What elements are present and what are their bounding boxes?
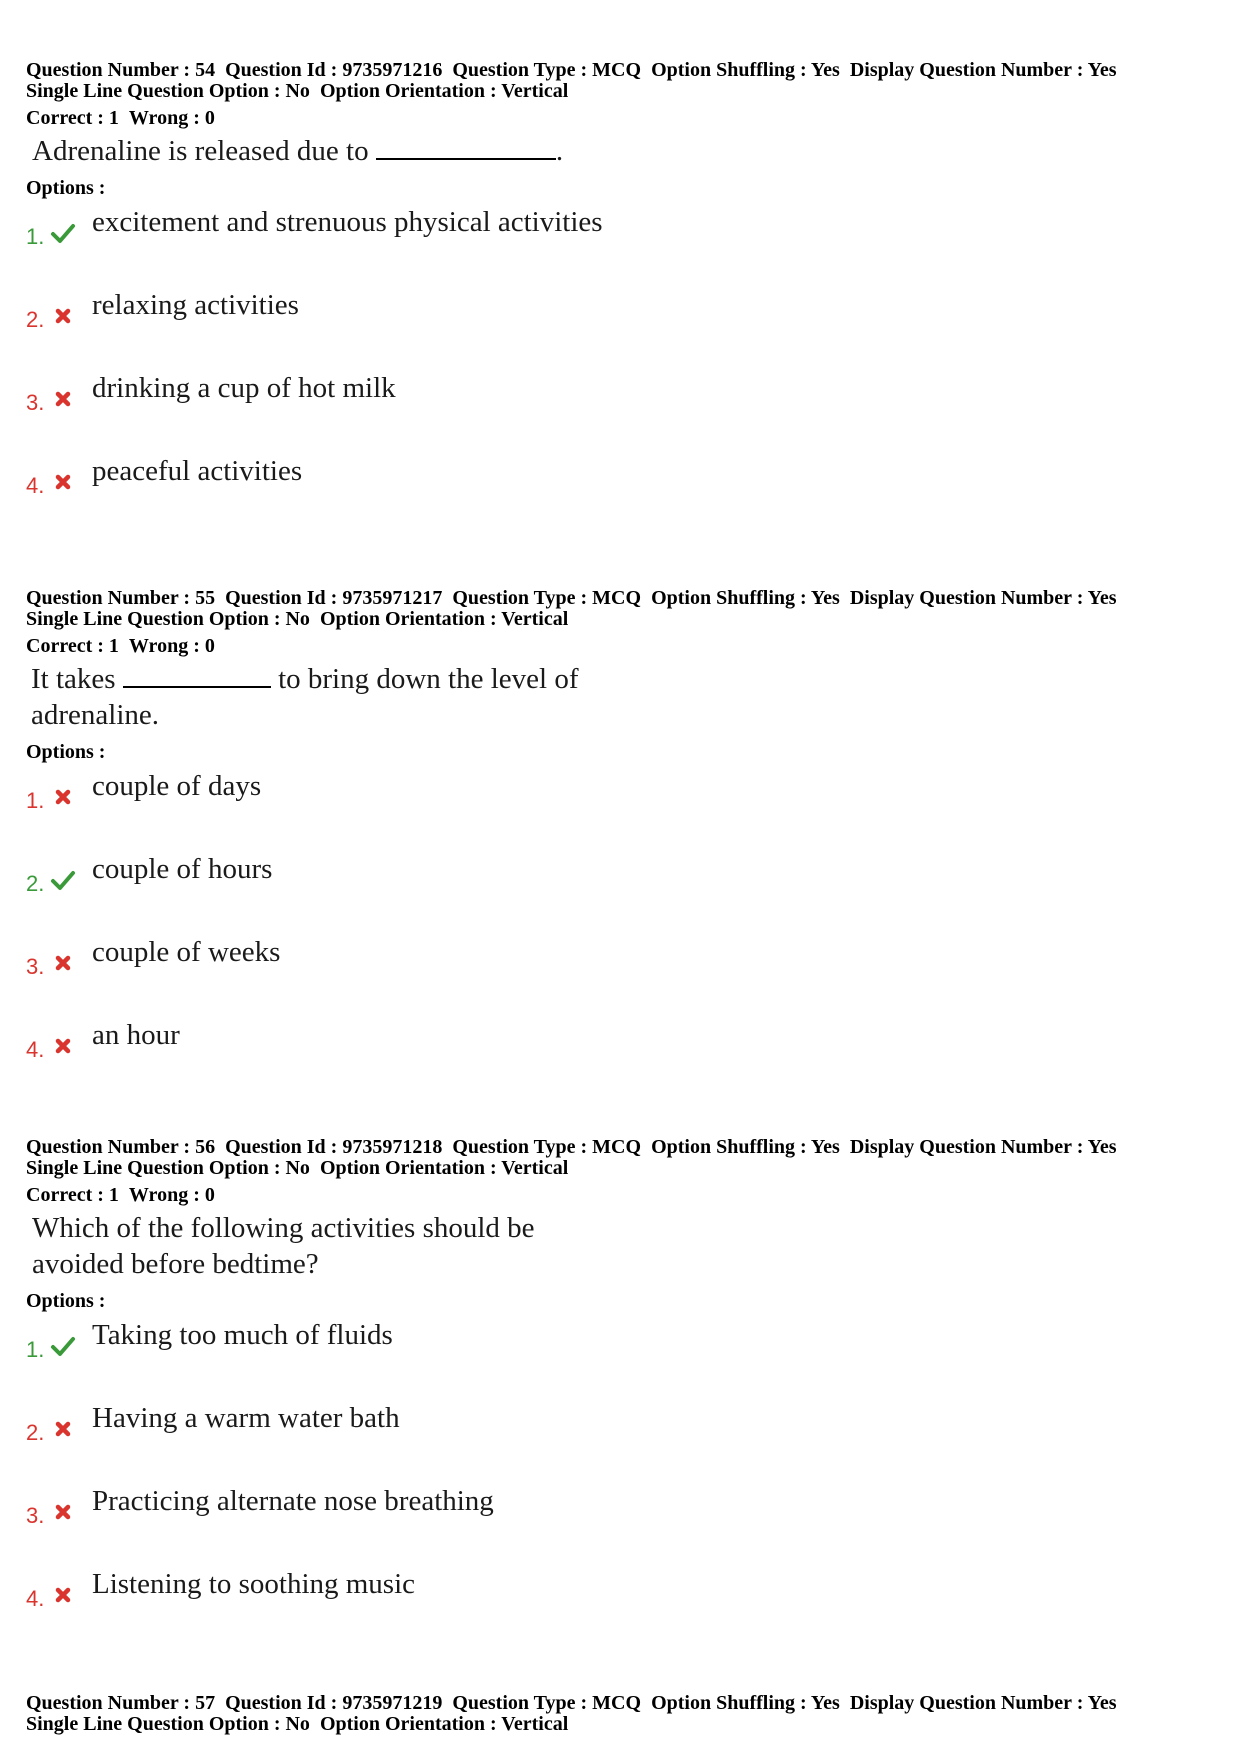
options-label: Options : [26, 741, 106, 763]
question-number: Question Number : 57 [26, 1692, 216, 1714]
options-label: Options : [26, 1290, 106, 1312]
option-text: excitement and strenuous physical activities [92, 206, 603, 238]
option-item [26, 200, 1226, 283]
wrong-marks: Wrong : 0 [128, 635, 215, 657]
option-orientation: Option Orientation : Vertical [319, 1157, 569, 1179]
option-number: 1. [26, 224, 45, 249]
option-number: 4. [26, 473, 45, 498]
question-meta-line1 [26, 588, 1226, 609]
score-line [26, 635, 1226, 657]
question-number: Question Number : 56 [26, 1136, 216, 1158]
option-text: couple of hours [92, 853, 273, 885]
option-text: peaceful activities [92, 455, 303, 487]
question-meta-line2 [26, 1714, 1226, 1735]
option-orientation: Option Orientation : Vertical [319, 1713, 569, 1735]
question-block-57 [26, 1693, 1226, 1735]
option-shuffling: Option Shuffling : Yes [651, 1692, 840, 1714]
cross-icon [50, 784, 76, 810]
question-meta-line1 [26, 60, 1226, 81]
correct-marks: Correct : 1 [26, 1184, 119, 1206]
question-type: Question Type : MCQ [452, 1692, 642, 1714]
correct-marks: Correct : 1 [26, 635, 119, 657]
option-shuffling: Option Shuffling : Yes [651, 59, 840, 81]
option-shuffling: Option Shuffling : Yes [651, 1136, 840, 1158]
single-line-option: Single Line Question Option : No [26, 1157, 310, 1179]
check-icon [50, 220, 76, 246]
question-block-55 [26, 588, 1226, 1096]
option-item [26, 449, 1226, 532]
question-id: Question Id : 9735971216 [225, 59, 443, 81]
option-text: couple of weeks [92, 936, 281, 968]
correct-marks: Correct : 1 [26, 107, 119, 129]
question-type: Question Type : MCQ [452, 587, 642, 609]
option-number: 1. [26, 788, 45, 813]
cross-icon [50, 1499, 76, 1525]
option-text: an hour [92, 1019, 180, 1051]
cross-icon [50, 1033, 76, 1059]
option-number: 3. [26, 390, 45, 415]
option-item [26, 1313, 1226, 1396]
score-line [26, 107, 1226, 129]
fill-blank [376, 134, 556, 160]
question-id: Question Id : 9735971218 [225, 1136, 443, 1158]
option-text: Practicing alternate nose breathing [92, 1485, 494, 1517]
question-text [31, 661, 651, 733]
cross-icon [50, 386, 76, 412]
question-meta-line1 [26, 1693, 1226, 1714]
display-question-number: Display Question Number : Yes [849, 1692, 1117, 1714]
options-label: Options : [26, 177, 106, 199]
option-number: 4. [26, 1586, 45, 1611]
question-text-part: Which of the following activities should be [32, 1212, 535, 1244]
question-number: Question Number : 54 [26, 59, 216, 81]
single-line-option: Single Line Question Option : No [26, 608, 310, 630]
question-meta-line2 [26, 81, 1226, 102]
question-text-part: avoided before bedtime? [32, 1248, 319, 1280]
option-item [26, 1479, 1226, 1562]
option-item [26, 764, 1226, 847]
option-text: relaxing activities [92, 289, 299, 321]
option-item [26, 1396, 1226, 1479]
cross-icon [50, 469, 76, 495]
wrong-marks: Wrong : 0 [128, 1184, 215, 1206]
fill-blank [123, 662, 271, 688]
option-number: 2. [26, 307, 45, 332]
option-item [26, 283, 1226, 366]
question-id: Question Id : 9735971217 [225, 587, 443, 609]
question-type: Question Type : MCQ [452, 59, 642, 81]
option-number: 2. [26, 871, 45, 896]
option-text: couple of days [92, 770, 262, 802]
option-number: 3. [26, 954, 45, 979]
question-text-part: . [555, 135, 564, 167]
option-number: 2. [26, 1420, 45, 1445]
single-line-option: Single Line Question Option : No [26, 1713, 310, 1735]
question-meta-line2 [26, 1158, 1226, 1179]
option-item [26, 1562, 1226, 1645]
option-number: 1. [26, 1337, 45, 1362]
option-item [26, 847, 1226, 930]
cross-icon [50, 1582, 76, 1608]
display-question-number: Display Question Number : Yes [849, 59, 1117, 81]
cross-icon [50, 1416, 76, 1442]
single-line-option: Single Line Question Option : No [26, 80, 310, 102]
question-text [32, 1210, 652, 1282]
question-text-part: to bring down the level of [278, 663, 579, 695]
option-text: drinking a cup of hot milk [92, 372, 396, 404]
option-text: Taking too much of fluids [92, 1319, 393, 1351]
score-line [26, 1184, 1226, 1206]
cross-icon [50, 303, 76, 329]
option-orientation: Option Orientation : Vertical [319, 80, 569, 102]
check-icon [50, 867, 76, 893]
question-text-part: Adrenaline is released due to [32, 135, 369, 167]
check-icon [50, 1333, 76, 1359]
option-number: 3. [26, 1503, 45, 1528]
option-text: Having a warm water bath [92, 1402, 400, 1434]
cross-icon [50, 950, 76, 976]
option-item [26, 930, 1226, 1013]
question-text-part: adrenaline. [31, 699, 160, 731]
display-question-number: Display Question Number : Yes [849, 1136, 1117, 1158]
option-item [26, 366, 1226, 449]
option-item [26, 1013, 1226, 1096]
option-number: 4. [26, 1037, 45, 1062]
display-question-number: Display Question Number : Yes [849, 587, 1117, 609]
question-id: Question Id : 9735971219 [225, 1692, 443, 1714]
question-block-56 [26, 1137, 1226, 1645]
question-block-54 [26, 60, 1226, 532]
wrong-marks: Wrong : 0 [128, 107, 215, 129]
question-text [32, 133, 652, 169]
option-orientation: Option Orientation : Vertical [319, 608, 569, 630]
question-meta-line1 [26, 1137, 1226, 1158]
question-type: Question Type : MCQ [452, 1136, 642, 1158]
option-shuffling: Option Shuffling : Yes [651, 587, 840, 609]
question-text-part: It takes [31, 663, 116, 695]
question-meta-line2 [26, 609, 1226, 630]
question-number: Question Number : 55 [26, 587, 216, 609]
option-text: Listening to soothing music [92, 1568, 416, 1600]
